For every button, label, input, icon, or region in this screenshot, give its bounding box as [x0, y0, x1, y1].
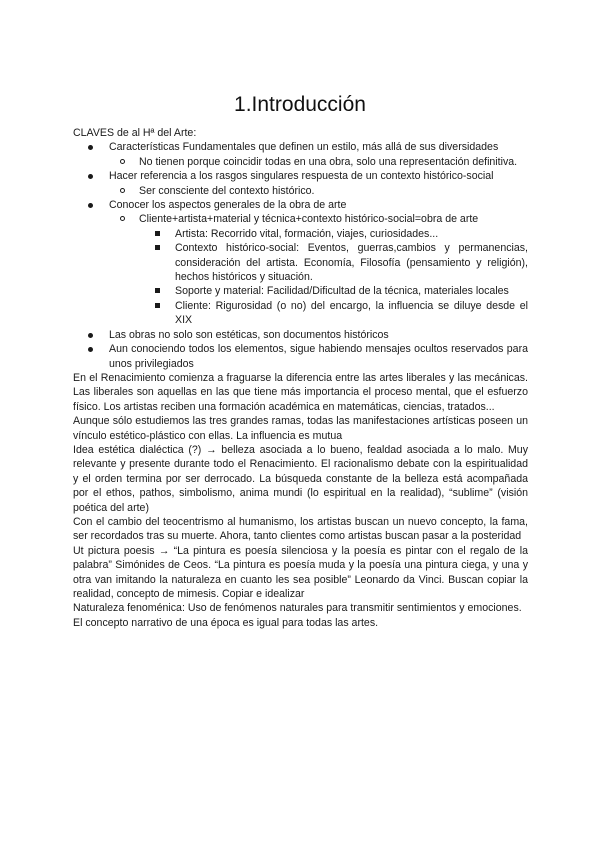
sub-list	[109, 184, 528, 198]
paragraph: Ut pictura poesis → “La pintura es poesía silenciosa y la poesía es pintar con el regalo de la palabra” Simónides de Ceos. “La pintura es poesía muda y la poesía una pintura ciega, y una y otra van imitando la naturaleza en cuanto les sea posible” Leonardo da Vinci. Buscan copiar la realidad, concepto de mimesis. Copiar e idealizar	[73, 544, 528, 600]
sub-sub-list	[139, 227, 528, 328]
sub-sub-list-item: Contexto histórico-social: Eventos, guerras,cambios y permanencias, consideración del artista. Economía, Filosofía (pensamiento y religión), hechos históricos y situación.	[139, 241, 528, 284]
claves-list	[73, 140, 528, 371]
sub-list	[109, 155, 528, 169]
paragraph: El concepto narrativo de una época es igual para todas las artes.	[73, 616, 379, 629]
list-item	[73, 140, 528, 169]
paragraph: Con el cambio del teocentrismo al humanismo, los artistas buscan un nuevo concepto, la fama, ser recordados tras su muerte. Ahora, tanto clientes como artistas buscan pasar a la posteridad	[73, 515, 528, 543]
paragraph: En el Renacimiento comienza a fraguarse la diferencia entre las artes liberales y las mecánicas. Las liberales son aquellas en las que tiene más importancia el proceso mental, que el esfuerzo físico. Los artistas reciben una formación académica en matemáticas, ciencias, tratados...	[73, 371, 528, 413]
sub-sub-list-item: Cliente: Rigurosidad (o no) del encargo, la influencia se diluye desde el XIX	[139, 299, 528, 328]
sub-list-item-text: Cliente+artista+material y técnica+contexto histórico-social=obra de arte	[139, 213, 479, 226]
document-body	[73, 126, 528, 630]
list-item-text: Conocer los aspectos generales de la obra de arte	[109, 199, 347, 212]
paragraph: Aunque sólo estudiemos las tres grandes ramas, todas las manifestaciones artísticas poseen un vínculo estético-plástico con ellas. La influencia es mutua	[73, 415, 528, 442]
paragraph: Naturaleza fenoménica: Uso de fenómenos naturales para transmitir sentimientos y emociones.	[73, 602, 522, 615]
sub-list-item: No tienen porque coincidir todas en una obra, solo una representación definitiva.	[109, 155, 528, 169]
sub-sub-list-item: Soporte y material: Facilidad/Dificultad de la técnica, materiales locales	[139, 284, 528, 298]
sub-list-item	[109, 212, 528, 327]
sub-list	[109, 212, 528, 327]
list-item-text: Características Fundamentales que definen un estilo, más allá de sus diversidades	[109, 141, 499, 154]
sub-sub-list-item: Artista: Recorrido vital, formación, viajes, curiosidades...	[139, 227, 528, 241]
list-item-text: Hacer referencia a los rasgos singulares respuesta de un contexto histórico-social	[109, 170, 494, 183]
claves-heading: CLAVES de al Hª del Arte:	[73, 127, 197, 139]
sub-list-item: Ser consciente del contexto histórico.	[109, 184, 528, 198]
list-item	[73, 198, 528, 328]
list-item: Las obras no solo son estéticas, son documentos históricos	[73, 328, 528, 342]
page-title: 1.Introducción	[234, 93, 366, 116]
list-item	[73, 169, 528, 198]
paragraph: Idea estética dialéctica (?) → belleza asociada a lo bueno, fealdad asociada a lo malo. Muy relevante y presente durante todo el Renacimiento. El racionalismo debate con la espiritualidad y el orden termina por ser derrocado. La búsqueda constante de la belleza está acompañada por el ethos, pathos, simbolismo, anima mundi (lo espiritual en la realidad), “sublime” (visión poética del arte)	[73, 443, 528, 514]
list-item: Aun conociendo todos los elementos, sigue habiendo mensajes ocultos reservados para unos privilegiados	[73, 342, 528, 371]
